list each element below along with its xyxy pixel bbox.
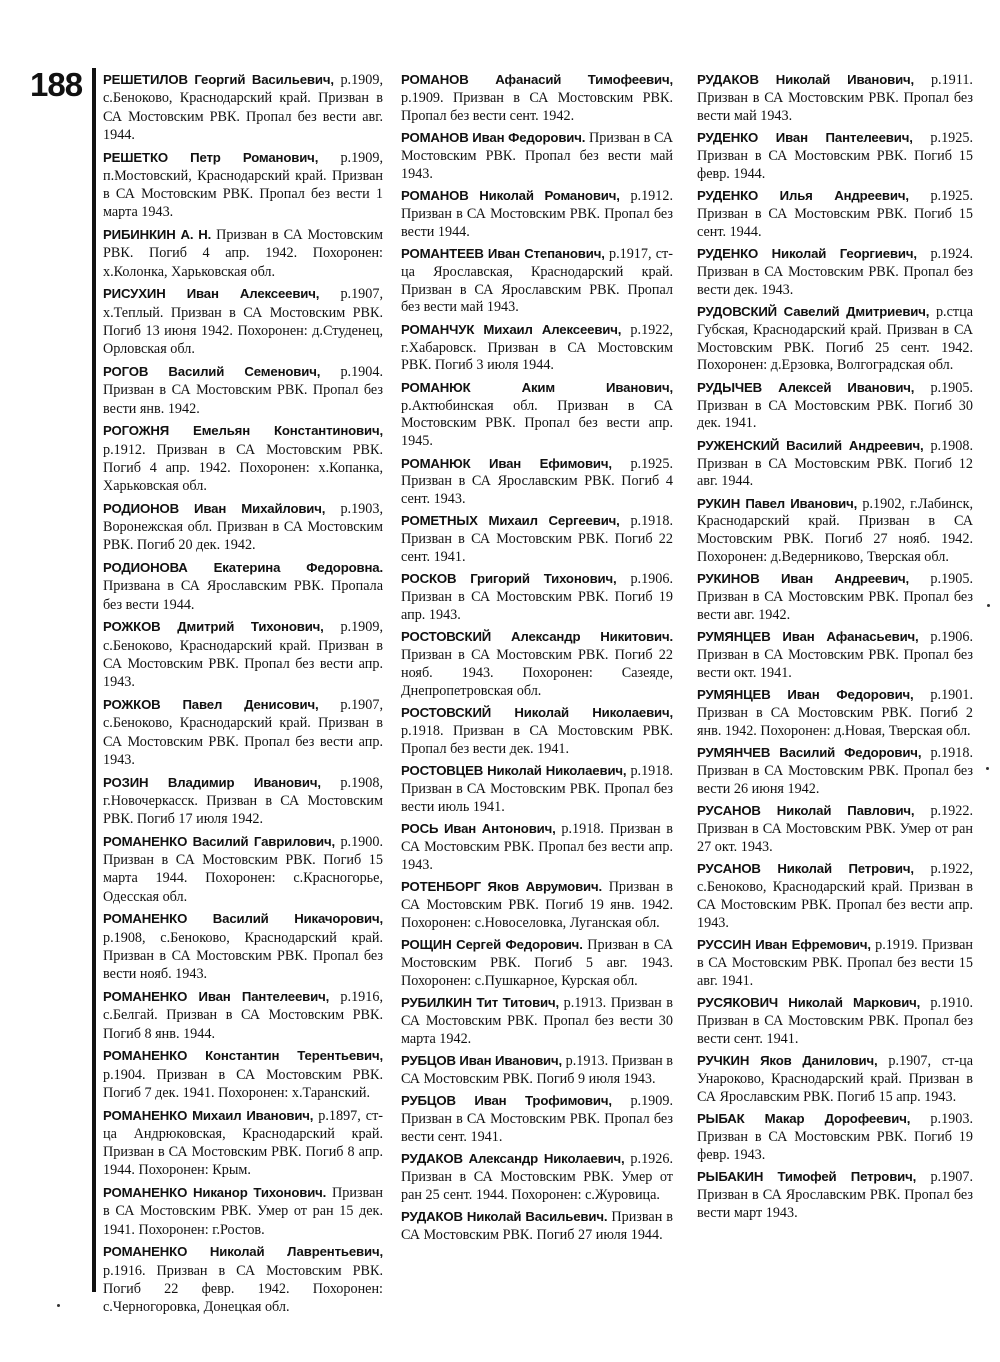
- entry: [103, 363, 383, 418]
- entry-text: р.1909, с.Беноково, Краснодарский край. Призван в СА Мостовским РВК. Пропал без вести авг. 1944.: [103, 72, 383, 143]
- entry-text: р.стца Губская, Краснодарский край. Призван в СА Мостовским РВК. Погиб 25 сент. 1942. Похоронен: д.Ерзовка, Волгоградская обл.: [697, 303, 973, 374]
- entry-text: р.1907, ст-ца Унароково, Краснодарский край. Призван в СА Ярославским РВК. Погиб 15 апр. 1943.: [697, 1053, 973, 1105]
- entry-text: р.1902, г.Лабинск, Краснодарский край. Призван в СА Мостовским РВК. Погиб 27 нояб. 1942. Похоронен: д.Ведерниково, Тверская обл.: [697, 495, 974, 566]
- entry-text: р.1918. Призван в СА Мостовским РВК. Пропал без вести июль 1941.: [401, 763, 673, 815]
- scan-speck: [987, 604, 990, 607]
- entry-name: РОМАНОВ Афанасий Тимофеевич,: [401, 72, 673, 87]
- entry: [697, 495, 973, 567]
- margin-rule: [92, 68, 96, 1292]
- entry-text: р.1926. Призван в СА Мостовским РВК. Умер от ран 25 сент. 1944. Похоронен: с.Журовица.: [401, 1151, 673, 1203]
- entry-name: РУДЕНКО Илья Андреевич,: [697, 187, 909, 203]
- entry-name: РОМАНЕНКО Михаил Иванович,: [103, 1107, 314, 1123]
- entry-text: р.1909. Призван в СА Мостовским РВК. Пропал без вести сент. 1942.: [401, 89, 673, 124]
- entry-name: РУСАНОВ Николай Павлович,: [697, 803, 915, 819]
- entry-name: РОДИОНОВ Иван Михайлович,: [103, 500, 326, 516]
- entry-name: РОГОВ Василий Семенович,: [103, 364, 321, 380]
- entry: [697, 129, 973, 183]
- entry-name: РУДЫЧЕВ Алексей Иванович,: [697, 379, 915, 395]
- entry: [103, 988, 383, 1043]
- entry-name: РИСУХИН Иван Алексеевич,: [103, 286, 320, 302]
- entry-text: р.1901. Призван в СА Мостовским РВК. Погиб 2 янв. 1942. Похоронен: д.Новая, Тверская обл.: [697, 687, 973, 740]
- entry-name: РУБИЛКИН Тит Титович,: [401, 995, 560, 1011]
- entry: [103, 422, 383, 495]
- entry-name: РЕШЕТИЛОВ Георгий Васильевич,: [103, 72, 334, 87]
- entry-name: РУЧКИН Яков Данилович,: [697, 1053, 878, 1069]
- entry-name: РОЖКОВ Дмитрий Тихонович,: [103, 619, 324, 635]
- column-2: [401, 71, 673, 1248]
- entry: [401, 570, 673, 624]
- entry-name: РОМАНЕНКО Василий Никачорович,: [103, 911, 383, 927]
- entry: [401, 994, 673, 1048]
- entry-text: р.1924. Призван в СА Мостовским РВК. Пропал без вести дек. 1943.: [697, 245, 974, 298]
- entry-text: р.1897, ст-ца Андрюковская, Краснодарский край. Призван в СА Мостовским РВК. Погиб 8 апр. 1944. Похоронен: Крым.: [103, 1107, 383, 1179]
- entry-text: р.1922. Призван в СА Мостовским РВК. Умер от ран 27 окт. 1943.: [697, 803, 973, 855]
- entry: [697, 570, 973, 624]
- entry: [401, 1092, 673, 1146]
- entry-text: р.1916. Призван в СА Мостовским РВК. Погиб 22 февр. 1942. Похоронен: с.Черногоровка, Донецкая обл.: [103, 1262, 383, 1316]
- entry-text: р.Актюбинская обл. Призван в СА Мостовским РВК. Пропал без вести апр. 1945.: [401, 397, 673, 450]
- entry: [103, 1184, 383, 1239]
- entry-text: р.1913. Призван в СА Мостовским РВК. Погиб 9 июля 1943.: [401, 1053, 673, 1087]
- entry: [401, 1150, 673, 1204]
- entry-text: р.1925. Призван в СА Мостовским РВК. Погиб 15 февр. 1944.: [697, 129, 973, 182]
- entry-name: РОМАНЕНКО Василий Гаврилович,: [103, 833, 335, 849]
- entry: [103, 618, 383, 691]
- entry-text: р.1917, ст-ца Ярославская, Краснодарский край. Призван в СА Ярославским РВК. Пропал без вести май 1943.: [401, 245, 673, 316]
- entry-text: р.1904. Призван в СА Мостовским РВК. Пропал без вести янв. 1942.: [103, 364, 383, 417]
- entry: [401, 321, 673, 375]
- entry-text: р.1909, с.Беноково, Краснодарский край. Призван в СА Мостовским РВК. Пропал без вести апр. 1943.: [103, 619, 384, 691]
- entry-name: РОМАНОВ Иван Федорович.: [401, 129, 586, 145]
- entry-name: РОЗИН Владимир Иванович,: [103, 774, 321, 790]
- entry-text: р.1922, г.Хабаровск. Призван в СА Мостовским РВК. Погиб 3 июля 1944.: [401, 321, 673, 374]
- entry-text: Призван в СА Мостовским РВК. Погиб 22 нояб. 1943. Похоронен: Сазеяде, Днепропетровская обл.: [401, 647, 673, 699]
- entry-text: Призван в СА Мостовским РВК. Погиб 27 июля 1944.: [401, 1209, 674, 1244]
- entry-text: р.1904. Призван в СА Мостовским РВК. Погиб 7 дек. 1941. Похоронен: х.Таранский.: [103, 1066, 383, 1101]
- entry-name: РОМАНЕНКО Никанор Тихонович.: [103, 1185, 327, 1201]
- entry: [697, 936, 973, 990]
- entry-text: р.1912. Призван в СА Мостовским РВК. Пропал без вести 1944.: [401, 187, 674, 240]
- entry-name: РОМАНЕНКО Николай Лаврентьевич,: [103, 1244, 383, 1260]
- entry: [401, 762, 673, 816]
- entry-text: Призван в СА Мостовским РВК. Погиб 19 янв. 1942. Похоронен: с.Новоселовка, Луганская обл.: [401, 879, 673, 931]
- entry-text: Призван в СА Мостовским РВК. Погиб 5 авг. 1943. Похоронен: с.Пушкарное, Курская обл.: [401, 937, 673, 989]
- entry-name: РУСАНОВ Николай Петрович,: [697, 861, 914, 877]
- entry-name: РОМАНЕНКО Иван Пантелеевич,: [103, 989, 330, 1005]
- entry-name: РЕШЕТКО Петр Романович,: [103, 149, 319, 165]
- entry: [103, 696, 383, 769]
- entry-text: р.1908. Призван в СА Мостовским РВК. Погиб 12 авг. 1944.: [697, 437, 974, 490]
- entry: [697, 802, 973, 856]
- entry: [697, 1052, 973, 1106]
- entry: [401, 704, 673, 758]
- entry-text: р.1918. Призван в СА Мостовским РВК. Погиб 22 сент. 1941.: [401, 513, 673, 566]
- entry: [103, 1047, 383, 1102]
- entry-name: РУБЦОВ Иван Иванович,: [401, 1053, 563, 1069]
- entry-text: р.1907, с.Беноково, Краснодарский край. Призван в СА Мостовским РВК. Пропал без вести апр. 1943.: [103, 697, 383, 768]
- entry-text: р.1905. Призван в СА Мостовским РВК. Погиб 30 дек. 1941.: [697, 379, 973, 432]
- entry-text: р.1906. Призван в СА Мостовским РВК. Пропал без вести окт. 1941.: [697, 629, 973, 682]
- entry-text: р.1903. Призван в СА Мостовским РВК. Погиб 19 февр. 1943.: [697, 1111, 973, 1163]
- entry-text: р.1912. Призван в СА Мостовским РВК. Погиб 4 апр. 1942. Похоронен: х.Копанка, Харьковская обл.: [103, 441, 383, 495]
- entry: [401, 878, 673, 932]
- entry: [401, 187, 673, 241]
- entry-text: р.1911. Призван в СА Мостовским РВК. Пропал без вести май 1943.: [697, 72, 973, 124]
- entry-name: РУДОВСКИЙ Савелий Дмитриевич,: [697, 303, 930, 319]
- entry-text: р.1907. Призван в СА Ярославским РВК. Пропал без вести март 1943.: [697, 1169, 973, 1221]
- entry: [697, 994, 973, 1048]
- entry: [401, 512, 673, 566]
- entry-name: РЫБАК Макар Дорофеевич,: [697, 1111, 911, 1127]
- entry-name: РУСЯКОВИЧ Николай Маркович,: [697, 995, 921, 1011]
- entry: [401, 379, 673, 451]
- entry-name: РУДАКОВ Николай Васильевич.: [401, 1209, 608, 1225]
- entry-name: РУМЯНЦЕВ Иван Афанасьевич,: [697, 629, 919, 645]
- entry: [697, 303, 973, 375]
- entry-name: РОЖКОВ Павел Денисович,: [103, 697, 319, 713]
- entry-name: РОМАНЮК Аким Иванович,: [401, 379, 673, 395]
- entry-name: РУДЕНКО Николай Георгиевич,: [697, 245, 917, 261]
- page-number: 188: [30, 66, 83, 103]
- scan-speck: [57, 1304, 60, 1307]
- entry-text: Призвана в СА Ярославским РВК. Пропала без вести 1944.: [103, 578, 383, 613]
- entry-name: РУДАКОВ Александр Николаевич,: [401, 1151, 625, 1167]
- entry-text: р.1913. Призван в СА Мостовским РВК. Пропал без вести 30 марта 1942.: [401, 995, 673, 1047]
- entry-text: р.1918. Призван в СА Мостовским РВК. Пропал без вести 26 июня 1942.: [697, 745, 974, 798]
- entry: [401, 129, 673, 183]
- entry-name: РОМАНЮК Иван Ефимович,: [401, 455, 612, 471]
- entry-name: РОМАНТЕЕВ Иван Степанович,: [401, 245, 605, 261]
- entry: [103, 71, 383, 144]
- entry-text: р.1918. Призван в СА Мостовским РВК. Пропал без вести дек. 1941.: [401, 723, 673, 757]
- entry-text: р.1908, с.Беноково, Краснодарский край. Призван в СА Мостовским РВК. Пропал без вести нояб. 1943.: [103, 929, 383, 983]
- entry-name: РИБИНКИН А. Н.: [103, 227, 212, 243]
- entry-text: р.1909, п.Мостовский, Краснодарский край. Призван в СА Мостовским РВК. Пропал без вести 1 марта 1943.: [103, 149, 384, 221]
- entry-name: РУБЦОВ Иван Трофимович,: [401, 1093, 612, 1109]
- entry: [103, 500, 383, 555]
- entry: [401, 936, 673, 990]
- column-1: [103, 71, 383, 1321]
- entry: [103, 1243, 383, 1316]
- entry-name: РУДАКОВ Николай Иванович,: [697, 72, 915, 87]
- entry-name: РУКИН Павел Иванович,: [697, 495, 858, 511]
- entry-name: РОСЬ Иван Антонович,: [401, 821, 556, 837]
- entry: [697, 437, 973, 491]
- entry: [103, 149, 383, 222]
- entry-text: р.1908, г.Новочеркасск. Призван в СА Мостовским РВК. Погиб 17 июля 1942.: [103, 774, 383, 828]
- entry: [697, 1110, 973, 1164]
- entry-name: РОЩИН Сергей Федорович.: [401, 937, 583, 953]
- entry-text: р.1918. Призван в СА Мостовским РВК. Пропал без вести апр. 1943.: [401, 821, 674, 873]
- entry-text: Призван в СА Мостовским РВК. Погиб 4 апр. 1942. Похоронен: х.Колонка, Харьковская обл.: [103, 227, 383, 280]
- entry-name: РОСТОВЦЕВ Николай Николаевич,: [401, 763, 627, 779]
- entry: [697, 686, 973, 740]
- entry: [103, 1107, 383, 1180]
- entry: [401, 1052, 673, 1089]
- entry-name: РОМАНОВ Николай Романович,: [401, 187, 620, 203]
- column-3: [697, 71, 973, 1226]
- entry: [103, 833, 383, 906]
- entry-text: р.1906. Призван в СА Мостовским РВК. Погиб 19 апр. 1943.: [401, 571, 673, 624]
- entry-name: РУМЯНЦЕВ Иван Федорович,: [697, 687, 914, 703]
- entry: [401, 245, 673, 317]
- entry-name: РОДИОНОВА Екатерина Федоровна.: [103, 560, 383, 576]
- entry: [697, 628, 973, 682]
- entry: [103, 559, 383, 614]
- entry-text: р.1925. Призван в СА Ярославским РВК. Погиб 4 сент. 1943.: [401, 455, 674, 508]
- entry-text: р.1907, х.Теплый. Призван в СА Мостовским РВК. Погиб 13 июня 1942. Похоронен: д.Студенец, Орловская обл.: [103, 286, 384, 358]
- entry-name: РОГОЖНЯ Емельян Константинович,: [103, 423, 383, 439]
- entry-name: РУЖЕНСКИЙ Василий Андреевич,: [697, 437, 924, 453]
- entry-name: РОСТОВСКИЙ Александр Никитович.: [401, 629, 673, 645]
- entry: [697, 379, 973, 433]
- entry: [401, 1208, 673, 1245]
- entry-text: Призван в СА Мостовским РВК. Умер от ран 15 дек. 1941. Похоронен: г.Ростов.: [103, 1185, 383, 1238]
- entry-text: р.1910. Призван в СА Мостовским РВК. Пропал без вести сент. 1941.: [697, 995, 973, 1047]
- entry-text: р.1919. Призван в СА Мостовским РВК. Пропал без вести 15 авг. 1941.: [697, 937, 973, 989]
- entry: [697, 245, 973, 299]
- entry-text: р.1905. Призван в СА Мостовским РВК. Пропал без вести авг. 1942.: [697, 571, 973, 624]
- entry: [401, 71, 673, 125]
- entry-name: РОМАНЕНКО Константин Терентьевич,: [103, 1048, 383, 1064]
- entry: [697, 1168, 973, 1222]
- entry: [401, 820, 673, 874]
- scan-speck: [986, 767, 989, 770]
- entry: [697, 71, 973, 125]
- entry-text: р.1916, с.Белгай. Призван в СА Мостовским РВК. Погиб 8 янв. 1944.: [103, 989, 383, 1042]
- entry-text: р.1925. Призван в СА Мостовским РВК. Погиб 15 сент. 1944.: [697, 187, 973, 240]
- entry: [697, 860, 973, 932]
- entry-text: Призван в СА Мостовским РВК. Пропал без вести май 1943.: [401, 129, 673, 182]
- entry: [103, 226, 383, 281]
- entry-name: РУКИНОВ Иван Андреевич,: [697, 571, 910, 587]
- entry-name: РЫБАКИН Тимофей Петрович,: [697, 1169, 917, 1185]
- entry-name: РОМАНЧУК Михаил Алексеевич,: [401, 321, 622, 337]
- entry-text: р.1900. Призван в СА Мостовским РВК. Погиб 15 марта 1944. Похоронен: с.Красногорье, Одесская обл.: [103, 833, 384, 905]
- entry-text: р.1903, Воронежская обл. Призван в СА Мостовским РВК. Погиб 20 дек. 1942.: [103, 500, 384, 554]
- entry-name: РУДЕНКО Иван Пантелеевич,: [697, 129, 913, 145]
- entry: [697, 744, 973, 798]
- entry: [103, 910, 383, 983]
- entry-name: РОМЕТНЫХ Михаил Сергеевич,: [401, 513, 620, 529]
- entry: [103, 774, 383, 829]
- entry-name: РОТЕНБОРГ Яков Аврумович.: [401, 879, 603, 895]
- entry: [401, 628, 673, 700]
- entry: [103, 285, 383, 358]
- entry-name: РУССИН Иван Ефремович,: [697, 937, 871, 953]
- entry-name: РОСТОВСКИЙ Николай Николаевич,: [401, 705, 673, 721]
- entry: [401, 455, 673, 509]
- entry-text: р.1922, с.Беноково, Краснодарский край. Призван в СА Мостовским РВК. Пропал без вести апр. 1943.: [697, 861, 974, 931]
- entry: [697, 187, 973, 241]
- entry-name: РОСКОВ Григорий Тихонович,: [401, 571, 617, 587]
- entry-text: р.1909. Призван в СА Мостовским РВК. Пропал без вести сент. 1941.: [401, 1093, 673, 1145]
- entry-name: РУМЯНЧЕВ Василий Федорович,: [697, 745, 922, 761]
